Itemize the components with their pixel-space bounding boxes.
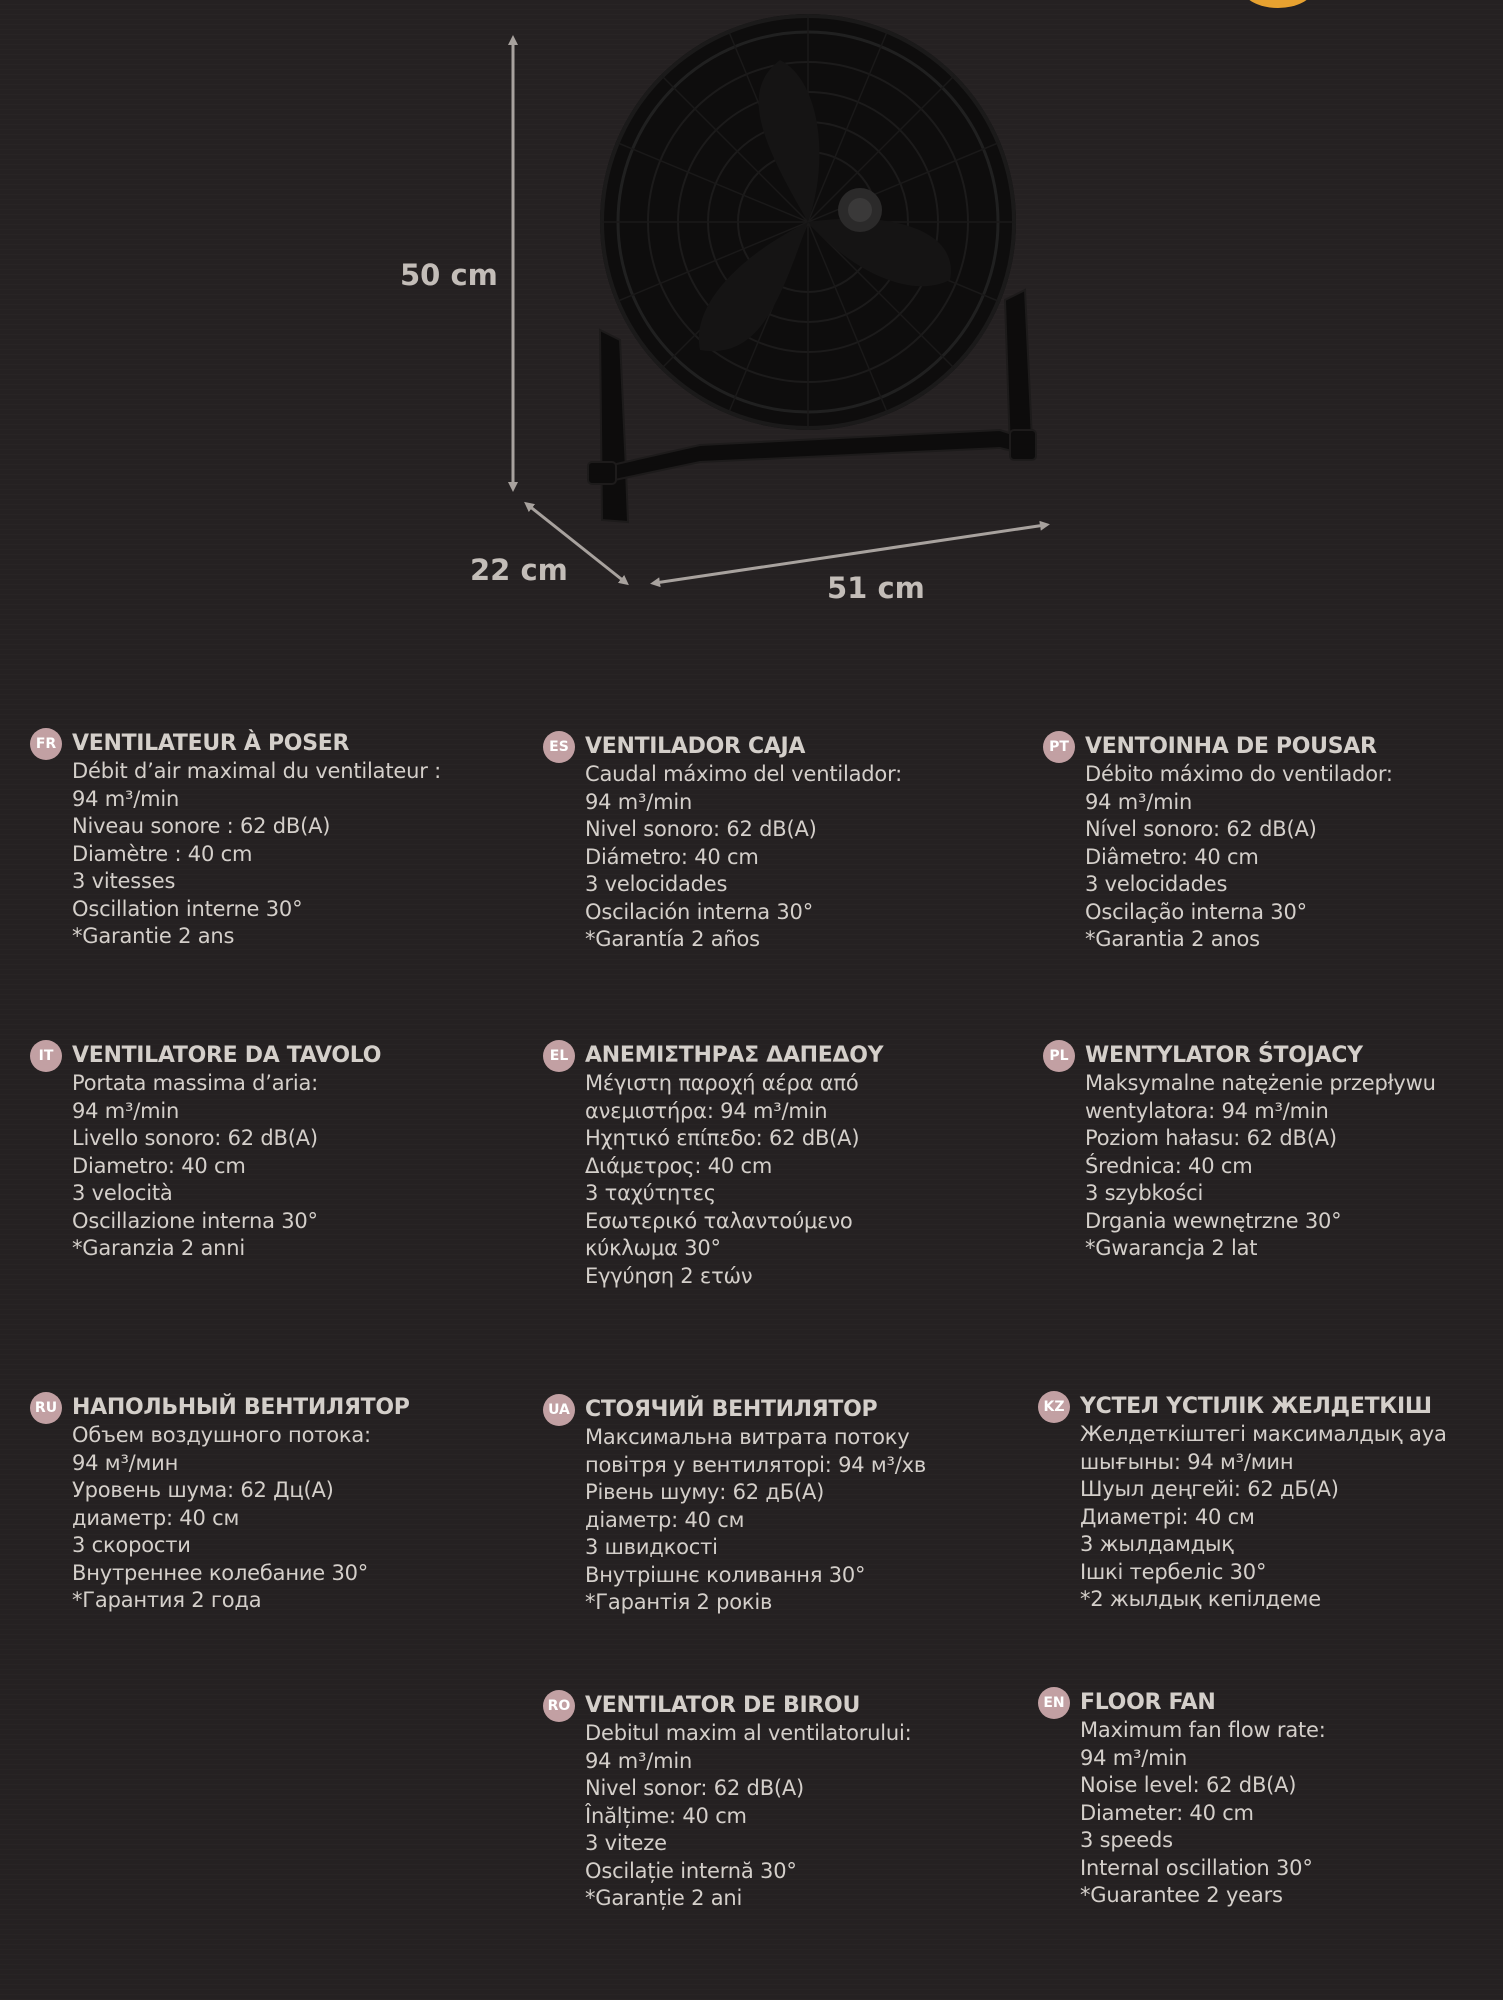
spec-block-ru	[30, 1392, 470, 1615]
spec-line: Oscilație internă 30°	[585, 1858, 797, 1883]
spec-line: Рівень шуму: 62 дБ(А)	[585, 1480, 825, 1504]
spec-line: повітря у вентиляторі: 94 м³/хв	[585, 1452, 927, 1477]
depth-dimension-label: 22 cm	[470, 553, 568, 587]
spec-line: Максимальна витрата потоку	[585, 1425, 910, 1449]
spec-lines	[1080, 1421, 1478, 1614]
spec-line: Ηχητικό επίπεδο: 62 dB(A)	[585, 1126, 860, 1150]
spec-block-el	[543, 1040, 983, 1290]
spec-line: Średnica: 40 cm	[1085, 1153, 1253, 1178]
spec-line: 3 ταχύτητες	[585, 1181, 716, 1205]
spec-line: Внутреннее колебание 30°	[72, 1560, 369, 1585]
spec-line: Înălțime: 40 cm	[585, 1803, 747, 1828]
spec-line: 3 velocidades	[585, 872, 728, 896]
spec-line: Oscilación interna 30°	[585, 899, 814, 924]
spec-line: Шуыл деңгейі: 62 дБ(А)	[1080, 1477, 1339, 1501]
spec-block-es	[543, 731, 983, 954]
spec-line: Diámetro: 40 cm	[585, 844, 759, 869]
spec-line: Nivel sonoro: 62 dB(A)	[585, 817, 817, 841]
language-badge: EL	[543, 1040, 575, 1072]
block-title: НАПОЛЬНЫЙ ВЕНТИЛЯТОР	[72, 1395, 410, 1420]
spec-line: Débito máximo do ventilador:	[1085, 762, 1393, 786]
fan-head	[600, 14, 1016, 430]
language-badge: EN	[1038, 1687, 1070, 1719]
spec-block-fr	[30, 728, 470, 951]
spec-line: *Гарантия 2 года	[72, 1588, 262, 1612]
floor-fan-image	[0, 0, 1503, 640]
block-title: ΑΝΕΜΙΣΤΗΡΑΣ ΔΑΠΕΔΟΥ	[585, 1043, 884, 1068]
spec-lines	[585, 1720, 983, 1913]
spec-block-ua	[543, 1394, 983, 1617]
spec-line: *Garanție 2 ani	[585, 1886, 743, 1910]
spec-line: Μέγιστη παροχή αέρα από	[585, 1071, 859, 1095]
spec-lines	[1085, 1070, 1483, 1263]
spec-line: *Garantie 2 ans	[72, 924, 235, 948]
spec-line: Oscillation interne 30°	[72, 896, 303, 921]
spec-line: Poziom hałasu: 62 dB(A)	[1085, 1126, 1337, 1150]
spec-line: Διάμετρος: 40 cm	[585, 1153, 773, 1178]
spec-line: 94 m³/min	[585, 789, 693, 814]
spec-line: 3 velocità	[72, 1181, 173, 1205]
spec-line: *2 жылдық кепілдеме	[1080, 1587, 1321, 1611]
spec-line: Уровень шума: 62 Дц(А)	[72, 1478, 334, 1502]
block-title: VENTILATORE DA TAVOLO	[72, 1043, 382, 1068]
width-dimension-label: 51 cm	[827, 571, 925, 605]
block-title: VENTILATOR DE BIROU	[585, 1693, 861, 1718]
spec-line: Ішкі тербеліс 30°	[1080, 1559, 1267, 1584]
spec-line: Nível sonoro: 62 dB(A)	[1085, 817, 1317, 841]
spec-block-en	[1038, 1687, 1478, 1910]
spec-line: Εσωτερικό ταλαντούμενο	[585, 1208, 853, 1233]
spec-line: 94 m³/min	[1085, 789, 1193, 814]
spec-line: wentylatora: 94 m³/min	[1085, 1098, 1329, 1123]
spec-line: Диаметрі: 40 см	[1080, 1504, 1255, 1529]
language-badge: RU	[30, 1392, 62, 1424]
spec-line: 3 скорости	[72, 1533, 191, 1557]
height-dimension-label: 50 cm	[400, 258, 498, 292]
spec-line: Объем воздушного потока:	[72, 1423, 371, 1447]
spec-line: діаметр: 40 см	[585, 1507, 745, 1532]
spec-lines	[585, 1424, 983, 1617]
spec-line: Livello sonoro: 62 dB(A)	[72, 1126, 318, 1150]
spec-line: Drgania wewnętrzne 30°	[1085, 1208, 1342, 1233]
spec-line: *Guarantee 2 years	[1080, 1883, 1283, 1907]
spec-lines	[72, 1070, 470, 1263]
language-badge: FR	[30, 728, 62, 760]
spec-block-it	[30, 1040, 470, 1263]
spec-line: 3 швидкості	[585, 1535, 718, 1559]
spec-line: Maksymalne natężenie przepływu	[1085, 1071, 1436, 1095]
spec-line: 94 m³/min	[1080, 1745, 1188, 1770]
spec-line: Niveau sonore : 62 dB(A)	[72, 814, 331, 838]
spec-block-pl	[1043, 1040, 1483, 1263]
spec-line: Internal oscillation 30°	[1080, 1855, 1313, 1880]
spec-line: Oscillazione interna 30°	[72, 1208, 318, 1233]
spec-line: 3 viteze	[585, 1831, 667, 1855]
spec-line: диаметр: 40 см	[72, 1505, 240, 1530]
spec-line: 3 жылдамдық	[1080, 1532, 1234, 1556]
spec-line: Nivel sonor: 62 dB(A)	[585, 1776, 805, 1800]
spec-block-pt	[1043, 731, 1483, 954]
spec-line: Желдеткіштегі максималдық ауа	[1080, 1422, 1447, 1446]
block-title: FLOOR FAN	[1080, 1690, 1216, 1715]
spec-line: 94 м³/мин	[72, 1450, 179, 1475]
block-title: ҮСТЕЛ ҮСТІЛІК ЖЕЛДЕТКІШ	[1080, 1394, 1432, 1419]
spec-line: Debitul maxim al ventilatorului:	[585, 1721, 912, 1745]
language-badge: KZ	[1038, 1391, 1070, 1423]
spec-line: 3 speeds	[1080, 1828, 1173, 1852]
spec-line: Portata massima d’aria:	[72, 1071, 319, 1095]
spec-line: шығыны: 94 м³/мин	[1080, 1449, 1294, 1474]
spec-line: Diametro: 40 cm	[72, 1153, 246, 1178]
block-title: WENTYLATOR ŚTOJACY	[1085, 1043, 1363, 1068]
spec-line: Débit d’air maximal du ventilateur :	[72, 759, 441, 783]
spec-line: Diamètre : 40 cm	[72, 841, 253, 866]
language-badge: IT	[30, 1040, 62, 1072]
language-badge: RO	[543, 1690, 575, 1722]
spec-lines	[585, 1070, 983, 1290]
language-badge: PT	[1043, 731, 1075, 763]
block-title: СТОЯЧИЙ ВЕНТИЛЯТОР	[585, 1397, 878, 1422]
spec-line: *Гарантія 2 років	[585, 1590, 773, 1614]
spec-lines	[72, 1422, 470, 1615]
spec-lines	[1080, 1717, 1478, 1910]
spec-line: Maximum fan flow rate:	[1080, 1718, 1326, 1742]
spec-block-kz	[1038, 1391, 1478, 1614]
spec-line: 94 m³/min	[72, 786, 180, 811]
spec-line: 94 m³/min	[72, 1098, 180, 1123]
block-title: VENTILATEUR À POSER	[72, 731, 350, 756]
spec-line: 3 szybkości	[1085, 1181, 1204, 1205]
spec-line: Εγγύηση 2 ετών	[585, 1263, 753, 1288]
spec-line: Oscilação interna 30°	[1085, 899, 1307, 924]
block-title: VENTILADOR CAJA	[585, 734, 806, 759]
spec-line: *Garanzia 2 anni	[72, 1236, 246, 1260]
spec-line: *Gwarancja 2 lat	[1085, 1236, 1258, 1260]
spec-line: *Garantia 2 anos	[1085, 927, 1260, 951]
spec-line: κύκλωμα 30°	[585, 1236, 721, 1260]
spec-lines	[585, 761, 983, 954]
block-title: VENTOINHA DE POUSAR	[1085, 734, 1377, 759]
language-badge: PL	[1043, 1040, 1075, 1072]
spec-line: Внутрішнє коливання 30°	[585, 1562, 866, 1587]
spec-line: ανεμιστήρα: 94 m³/min	[585, 1098, 828, 1123]
spec-line: Noise level: 62 dB(A)	[1080, 1773, 1297, 1797]
spec-line: 3 velocidades	[1085, 872, 1228, 896]
spec-lines	[1085, 761, 1483, 954]
spec-line: Caudal máximo del ventilador:	[585, 762, 903, 786]
spec-line: *Garantía 2 años	[585, 927, 760, 951]
language-badge: ES	[543, 731, 575, 763]
spec-line: Diameter: 40 cm	[1080, 1800, 1254, 1825]
spec-line: 3 vitesses	[72, 869, 176, 893]
language-badge: UA	[543, 1394, 575, 1426]
spec-line: 94 m³/min	[585, 1748, 693, 1773]
spec-line: Diâmetro: 40 cm	[1085, 844, 1259, 869]
spec-lines	[72, 758, 470, 951]
spec-block-ro	[543, 1690, 983, 1913]
